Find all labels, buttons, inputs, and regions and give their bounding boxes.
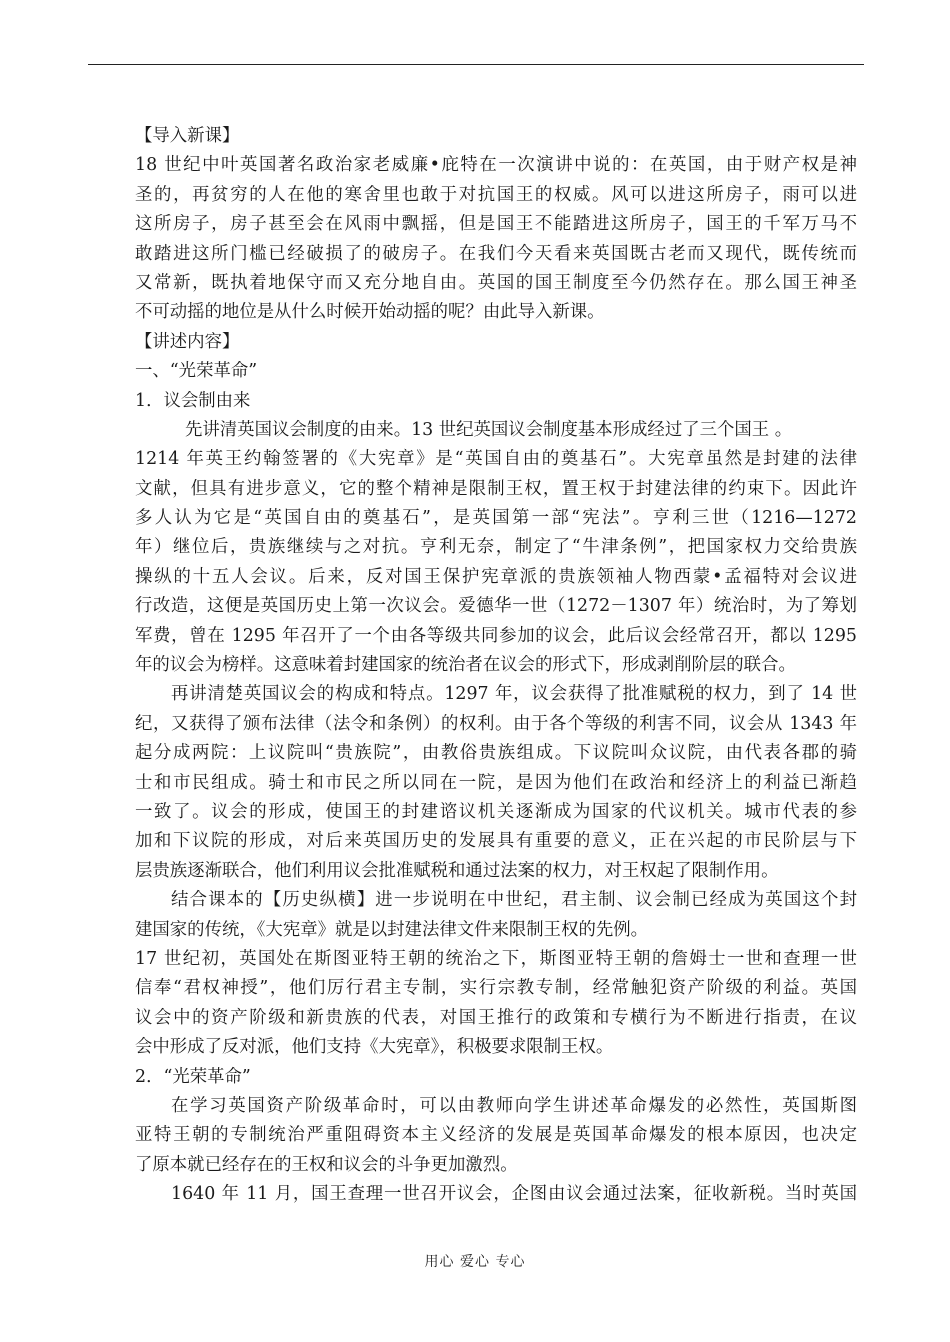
text-line: 年）继位后，贵族继续与之对抗。亨利无奈，制定了“牛津条例”，把国家权力交给贵族 [135,537,857,558]
text-line: 敢踏进这所门槛已经破损了的破房子。在我们今天看来英国既古老而又现代，既传统而 [135,243,857,264]
text-line: 议会中的资产阶级和新贵族的代表，对国王推行的政策和专横行为不断进行指责，在议 [135,1007,857,1028]
text-line: 17 世纪初，英国处在斯图亚特王朝的统治之下，斯图亚特王朝的詹姆士一世和查理一世 [135,948,857,969]
text-line: 一致了。议会的形成，使国王的封建谘议机关逐渐成为国家的代议机关。城市代表的参 [135,801,857,822]
text-line: 信奉“君权神授”，他们厉行君主专制，实行宗教专制，经常触犯资产阶级的利益。英国 [135,978,857,999]
section-heading: 2．“光荣革命” [135,1066,251,1087]
section-heading: 【导入新课】 [135,126,240,146]
text-line: 圣的，再贫穷的人在他的寒舍里也敢于对抗国王的权威。风可以进这所房子，雨可以进 [135,184,857,205]
text-line: 年的议会为榜样。这意味着封建国家的统治者在议会的形式下，形成剥削阶层的联合。 [135,655,796,676]
text-line: 1214 年英王约翰签署的《大宪章》是“英国自由的奠基石”。大宪章虽然是封建的法律 [135,449,857,470]
text-line: 再讲清楚英国议会的构成和特点。1297 年，议会获得了批准赋税的权力，到了 14 世 [171,684,857,705]
text-line: 这所房子，房子甚至会在风雨中飘摇，但是国王不能踏进这所房子，国王的千军万马不 [135,214,857,235]
text-line: 多人认为它是“英国自由的奠基石”，是英国第一部“宪法”。亨利三世（1216—1272 [135,508,857,529]
text-line: 18 世纪中叶英国著名政治家老威廉•庇特在一次演讲中说的：在英国，由于财产权是神 [135,155,857,176]
text-line: 操纵的十五人会议。后来，反对国王保护宪章派的贵族领袖人物西蒙•孟福特对会议进 [135,566,857,587]
text-line: 建国家的传统，《大宪章》就是以封建法律文件来限制王权的先例。 [135,919,649,940]
section-heading: 【讲述内容】 [135,331,240,352]
text-line: 起分成两院：上议院叫“贵族院”，由教俗贵族组成。下议院叫众议院，由代表各郡的骑 [135,743,857,764]
page-footer: 用心 爱心 专心 [424,1254,526,1270]
text-line: 结合课本的【历史纵横】进一步说明在中世纪，君主制、议会制已经成为英国这个封 [171,890,857,911]
text-line: 军费，曾在 1295 年召开了一个由各等级共同参加的议会，此后议会经常召开，都以 1295 [135,625,857,646]
text-line: 纪，又获得了颁布法律（法令和条例）的权利。由于各个等级的利害不同，议会从 1343 年 [135,713,857,734]
text-line: 行改造，这便是英国历史上第一次议会。爱德华一世（1272－1307 年）统治时，为了筹划 [135,596,857,617]
text-line: 在学习英国资产阶级革命时，可以由教师向学生讲述革命爆发的必然性，英国斯图 [171,1095,857,1116]
text-line: 文献，但具有进步意义，它的整个精神是限制王权，置王权于封建法律的约束下。因此许 [135,478,857,499]
document-body [135,122,857,1209]
text-line: 不可动摇的地位是从什么时候开始动摇的呢？由此导入新课。 [135,302,605,323]
text-line: 又常新，既执着地保守而又充分地自由。英国的国王制度至今仍然存在。那么国王神圣 [135,272,857,293]
text-line: 亚特王朝的专制统治严重阻碍资本主义经济的发展是英国革命爆发的根本原因，也决定 [135,1125,857,1146]
text-line: 加和下议院的形成，对后来英国历史的发展具有重要的意义，正在兴起的市民阶层与下 [135,831,857,852]
text-line: 层贵族逐渐联合，他们利用议会批准赋税和通过法案的权力，对王权起了限制作用。 [135,860,779,881]
text-line: 先讲清英国议会制度的由来。13 世纪英国议会制度基本形成经过了三个国王 。 [185,419,793,440]
text-line: 会中形成了反对派，他们支持《大宪章》，积极要求限制王权。 [135,1037,614,1058]
text-line: 了原本就已经存在的王权和议会的斗争更加激烈。 [135,1154,518,1175]
header-rule [88,64,864,65]
text-line: 1640 年 11 月，国王查理一世召开议会，企图由议会通过法案，征收新税。当时英国 [171,1184,857,1205]
text-line: 士和市民组成。骑士和市民之所以同在一院，是因为他们在政治和经济上的利益已渐趋 [135,772,857,793]
section-heading: 一、“光荣革命” [135,361,258,382]
section-heading: 1．议会制由来 [135,390,251,411]
